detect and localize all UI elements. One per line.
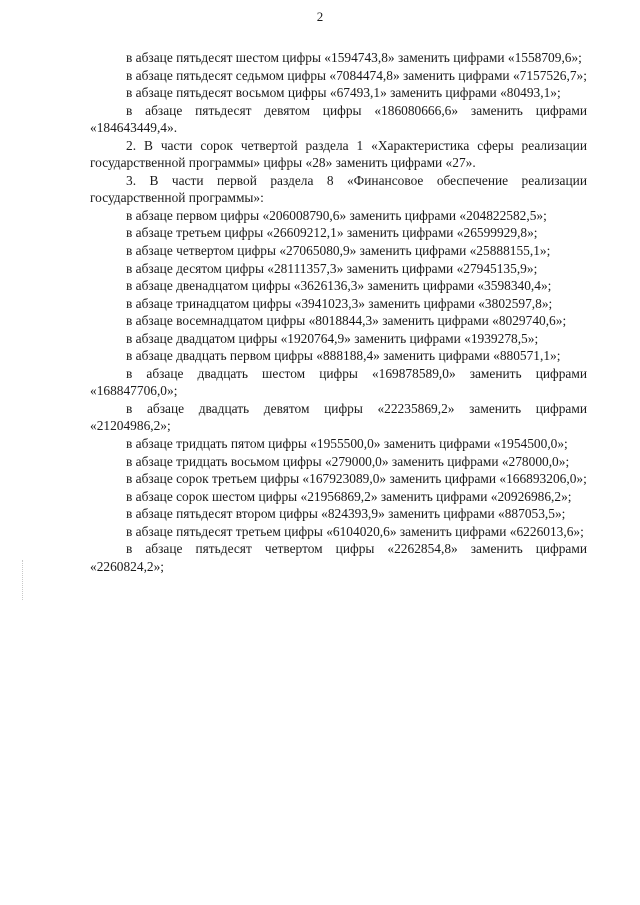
margin-scan-mark (22, 560, 24, 600)
paragraph: в абзаце третьем цифры «26609212,1» заменить цифрами «26599929,8»; (126, 225, 538, 241)
paragraph: в абзаце пятьдесят втором цифры «824393,9» заменить цифрами «887053,5»; (126, 506, 566, 522)
paragraph: в абзаце тридцать восьмом цифры «279000,0» заменить цифрами «278000,0»; (126, 453, 570, 469)
paragraph: в абзаце пятьдесят седьмом цифры «7084474,8» заменить цифрами «7157526,7»; (126, 67, 587, 83)
paragraph: в абзаце тридцать пятом цифры «1955500,0» заменить цифрами «1954500,0»; (126, 436, 568, 452)
paragraph: в абзаце тринадцатом цифры «3941023,3» заменить цифрами «3802597,8»; (126, 295, 553, 311)
paragraph: в абзаце двадцатом цифры «1920764,9» заменить цифрами «1939278,5»; (126, 330, 539, 346)
paragraph: в абзаце сорок третьем цифры «167923089,0» заменить цифрами «166893206,0»; (126, 471, 587, 487)
paragraph: в абзаце двадцать девятом цифры «22235869,2» заменить цифрами «21204986,2»; (90, 400, 587, 434)
paragraph: в абзаце первом цифры «206008790,6» заменить цифрами «204822582,5»; (126, 207, 547, 223)
paragraph: в абзаце пятьдесят третьем цифры «6104020,6» заменить цифрами «6226013,6»; (126, 523, 584, 539)
paragraph: в абзаце двадцать шестом цифры «169878589,0» заменить цифрами «168847706,0»; (90, 365, 587, 399)
paragraph: в абзаце пятьдесят шестом цифры «1594743,8» заменить цифрами «1558709,6»; (126, 50, 582, 65)
paragraph: в абзаце пятьдесят четвертом цифры «2262854,8» заменить цифрами «2260824,2»; (90, 541, 587, 574)
paragraph: в абзаце пятьдесят восьмом цифры «67493,1» заменить цифрами «80493,1»; (126, 85, 561, 101)
paragraph: в абзаце двенадцатом цифры «3626136,3» заменить цифрами «3598340,4»; (126, 278, 552, 294)
paragraph: в абзаце двадцать первом цифры «888188,4» заменить цифрами «880571,1»; (126, 348, 561, 364)
paragraph: в абзаце десятом цифры «28111357,3» заменить цифрами «27945135,9»; (126, 260, 538, 276)
paragraph: в абзаце сорок шестом цифры «21956869,2» заменить цифрами «20926986,2»; (126, 488, 572, 504)
page-number: 2 (316, 9, 324, 24)
paragraph: в абзаце четвертом цифры «27065080,9» заменить цифрами «25888155,1»; (126, 243, 551, 259)
document-body (90, 49, 587, 575)
paragraph: в абзаце восемнадцатом цифры «8018844,3» заменить цифрами «8029740,6»; (126, 313, 567, 329)
paragraph: 2. В части сорок четвертой раздела 1 «Характеристика сферы реализации государственной программы» цифры «28» заменить цифрами «27». (90, 137, 587, 171)
paragraph: в абзаце пятьдесят девятом цифры «186080666,6» заменить цифрами «184643449,4». (90, 102, 587, 136)
paragraph: 3. В части первой раздела 8 «Финансовое обеспечение реализации государственной программы»: (90, 172, 587, 206)
